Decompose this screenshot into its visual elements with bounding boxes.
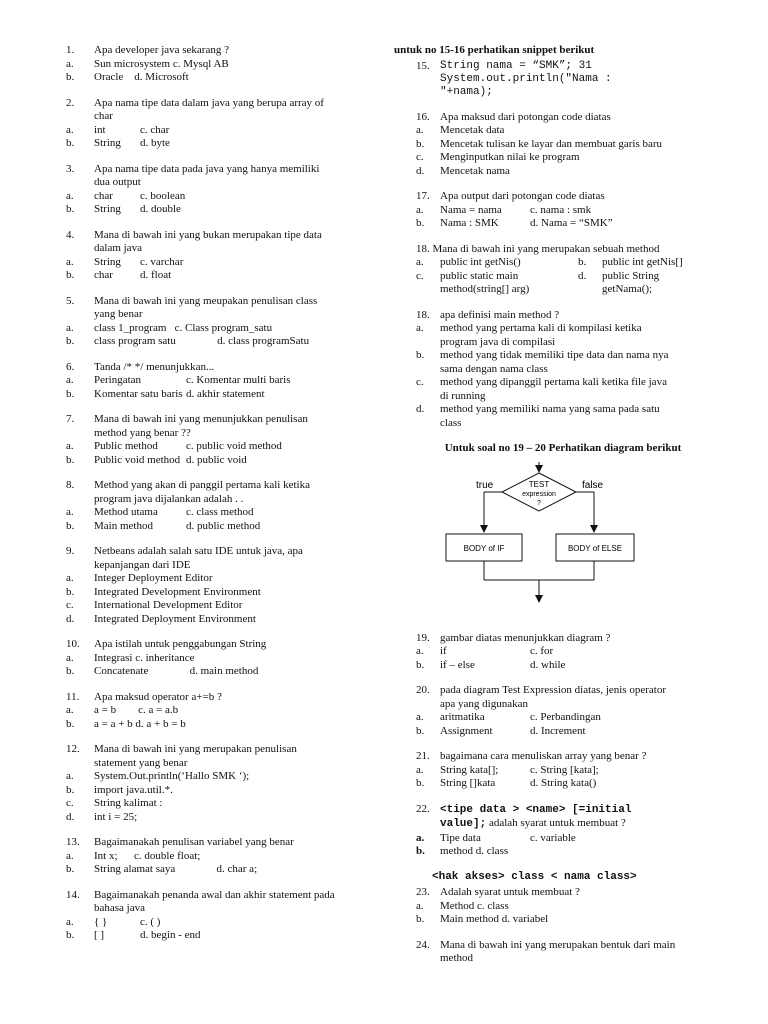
question-number: 23.: [416, 886, 430, 898]
option-text: Integrated Development Environment: [94, 585, 261, 598]
option: a. Mencetak data: [416, 124, 505, 136]
option-text: Public method: [94, 440, 158, 452]
option: [398, 363, 728, 377]
question-text-line: Bagaimanakah penulisan variabel yang benar: [94, 836, 294, 848]
option: [66, 256, 376, 270]
option-text: { }: [94, 915, 108, 928]
option-letter: a.: [66, 849, 74, 862]
question-number: 22.: [416, 802, 430, 815]
option-text: String alamat saya d. char a;: [94, 863, 258, 875]
option-letter: a.: [66, 255, 74, 268]
option: [66, 599, 376, 613]
option: b. Nama : SMK d. Nama = “SMK”: [416, 217, 613, 229]
option-text: Method utama: [94, 506, 158, 518]
option: [66, 929, 376, 943]
option-letter: a.: [66, 651, 74, 664]
right-column: [394, 44, 728, 978]
question-text: 18. Mana di bawah ini yang merupakan sebuah method: [416, 242, 660, 255]
question-text: method: [440, 952, 473, 964]
option-letter: a.: [416, 645, 424, 657]
question-number: 20.: [416, 684, 430, 696]
option: a. Method c. class: [416, 899, 509, 912]
option-text: method yang tidak memiliki tipe data dan nama nya: [440, 349, 669, 361]
question-number: 24.: [416, 938, 430, 951]
question-text-line: pada diagram Test Expression diatas, jenis operator: [440, 684, 666, 696]
question-text-line: method yang benar ??: [94, 426, 191, 439]
question-text-line: Mana di bawah ini yang menunjukkan penulisan: [94, 413, 308, 425]
option: [398, 403, 728, 417]
question-15: [398, 60, 728, 99]
code-snippet: [398, 60, 728, 99]
option: b. Mencetak tulisan ke layar dan membuat garis baru: [416, 137, 663, 150]
question-text: [66, 493, 376, 507]
diamond-line: expression: [522, 490, 556, 498]
question-text-line: Mana di bawah ini yang bukan merupakan tipe data: [94, 228, 322, 241]
option-text: Peringatan: [94, 374, 142, 386]
question-text: [66, 479, 376, 493]
question-text-line: Apa maksud operator a+=b ?: [94, 690, 222, 703]
question-text: Adalah syarat untuk membuat ?: [440, 886, 580, 898]
option: [66, 811, 376, 825]
question-text-line: Tanda /* */ menunjukkan...: [94, 360, 215, 373]
question-text: [66, 242, 376, 256]
question-text: [66, 308, 376, 322]
question-number: 4.: [66, 228, 75, 241]
option: [66, 586, 376, 600]
option: [398, 390, 728, 404]
question-number: 16.: [416, 110, 430, 123]
option-text: if – else: [440, 658, 475, 671]
option: c. Menginputkan nilai ke program: [416, 151, 580, 163]
question-text: [398, 684, 728, 698]
question-number: 14.: [66, 888, 80, 901]
question-text: Apa output dari potongan code diatas: [440, 190, 605, 202]
question-text-line: Apa istilah untuk penggabungan String: [94, 638, 267, 650]
option-text: c. char: [140, 123, 170, 136]
question-text: Mana di bawah ini yang merupakan bentuk dari main: [440, 938, 676, 951]
question-11: [66, 691, 376, 732]
option-text: d. byte: [140, 137, 170, 149]
option-letter: c.: [416, 376, 424, 388]
question-text: adalah syarat untuk membuat ?: [486, 817, 626, 829]
question-text-line: Apa nama tipe data dalam java yang berupa array of: [94, 96, 324, 109]
option: [66, 454, 376, 468]
option: [398, 376, 728, 390]
question-text: [66, 889, 376, 903]
option-letter: b.: [66, 783, 75, 796]
question-text: [66, 229, 376, 243]
snippet-heading: untuk no 15-16 perhatikan snippet berikut: [394, 44, 595, 56]
option: [66, 124, 376, 138]
option-text: Komentar satu baris: [94, 387, 183, 400]
option: [398, 322, 728, 336]
question-number: 5.: [66, 294, 75, 307]
option-text: c. boolean: [140, 189, 186, 202]
option-text: char: [94, 189, 113, 202]
option: [66, 770, 376, 784]
question-text-line: bagaimana cara menuliskan array yang benar ?: [440, 750, 647, 762]
option-letter: c.: [66, 599, 74, 611]
option-letter: b.: [66, 519, 75, 532]
option-text: if: [440, 645, 447, 657]
question-number: 1.: [66, 44, 75, 56]
option-letter: a.: [66, 321, 74, 334]
option-letter: b.: [66, 269, 75, 281]
question-text-line: Bagaimanakah penanda awal dan akhir statement pada: [94, 888, 335, 901]
question-text: [66, 427, 376, 441]
option: [66, 335, 376, 349]
question-text: [66, 295, 376, 309]
option-text: Integrasi c. inheritance: [94, 651, 195, 664]
option-text: [ ]: [94, 929, 105, 941]
option-text: method yang dipanggil pertama kali ketika file java: [440, 376, 667, 388]
question-number: 2.: [66, 96, 75, 109]
option-text: c. varchar: [140, 255, 184, 268]
option-text: program java di compilasi: [440, 335, 556, 348]
option-text: d. Increment: [530, 724, 586, 737]
option: [66, 203, 376, 217]
option-text: d. akhir statement: [186, 387, 265, 400]
option: b. Main method d. variabel: [416, 913, 549, 925]
question-5: [66, 295, 376, 349]
option: [66, 784, 376, 798]
option: [398, 336, 728, 350]
question-text-line: program java dijalankan adalah . .: [94, 492, 244, 505]
option-text: d. begin - end: [140, 929, 201, 941]
option: [66, 704, 376, 718]
option: [66, 652, 376, 666]
option-text: a = b c. a = a.b: [94, 704, 179, 716]
option-letter: a.: [66, 57, 74, 70]
question-1: [66, 44, 376, 85]
question-20: [398, 684, 728, 738]
option: [398, 725, 728, 739]
option-text: c. for: [530, 645, 554, 657]
question-text: [66, 176, 376, 190]
option: [398, 645, 728, 659]
option: [66, 322, 376, 336]
option-text: c. ( ): [140, 915, 161, 928]
option: [66, 916, 376, 930]
option: [66, 718, 376, 732]
option-text: System.Out.println(‘Hallo SMK ‘);: [94, 770, 250, 782]
option-letter: b.: [416, 777, 425, 789]
question-text: [66, 361, 376, 375]
question-text-line: Mana di bawah ini yang merupakan penulisan: [94, 743, 297, 755]
diamond-line: TEST: [528, 479, 550, 489]
question-text: [66, 110, 376, 124]
question-13: [66, 836, 376, 877]
question-14: [66, 889, 376, 943]
class-syntax-line: <hak akses> class < nama class>: [432, 870, 637, 883]
option-letter: b.: [66, 387, 75, 400]
question-12: [66, 743, 376, 824]
question-text-line: char: [94, 110, 113, 122]
option-text: String kalimat :: [94, 797, 163, 809]
option: [66, 58, 376, 72]
option-text: Assignment: [440, 724, 493, 737]
option-letter: b.: [416, 724, 425, 737]
question-9: [66, 545, 376, 626]
option-text: d. while: [530, 658, 566, 671]
option: a. Tipe data c. variable: [416, 831, 576, 844]
question-16: [398, 111, 728, 179]
option-text: Concatenate d. main method: [94, 665, 259, 677]
option: [398, 711, 728, 725]
option-letter: a.: [66, 440, 74, 452]
option-text: Public void method: [94, 453, 181, 466]
option-letter: c.: [66, 797, 74, 809]
option-text: Int x; c. double float;: [94, 849, 201, 862]
true-label: true: [476, 479, 494, 491]
option-text: d. public void: [186, 453, 247, 466]
question-text-line: yang benar: [94, 308, 143, 320]
else-body-label: BODY of ELSE: [567, 543, 623, 553]
option-letter: b.: [66, 203, 75, 215]
option-letter: d.: [66, 612, 75, 625]
question-4: [66, 229, 376, 283]
option-letter: b.: [66, 585, 75, 598]
option-letter: a.: [66, 572, 74, 584]
option-text: di running: [440, 389, 486, 402]
code-text: value];: [440, 818, 487, 830]
option-letter: b.: [66, 137, 75, 149]
question-text: [66, 97, 376, 111]
question-text-line: dua output: [94, 176, 141, 188]
option-letter: b.: [66, 929, 75, 941]
question-text-line: Apa developer java sekarang ?: [94, 44, 229, 56]
option-row: method(string[] arg) getNama();: [440, 283, 653, 295]
option-letter: a.: [66, 189, 74, 202]
option: [66, 440, 376, 454]
option-text: Main method: [94, 519, 153, 532]
option-text: String kata[];: [440, 763, 499, 776]
diamond-line: ?: [537, 499, 541, 507]
question-text: [66, 638, 376, 652]
question-number: 7.: [66, 413, 75, 425]
option-text: c. class method: [186, 506, 254, 518]
option-letter: a.: [66, 915, 74, 928]
question-text-line: kepanjangan dari IDE: [94, 558, 191, 571]
option-letter: a.: [416, 711, 424, 723]
option: [66, 797, 376, 811]
question-text: [66, 163, 376, 177]
option-text: String []kata: [440, 777, 496, 789]
option-text: char: [94, 269, 113, 281]
option: [66, 520, 376, 534]
option-text: International Development Editor: [94, 599, 243, 611]
question-text: [66, 44, 376, 58]
question-number: 17.: [416, 190, 430, 202]
option: [398, 659, 728, 673]
option: [66, 850, 376, 864]
question-3: [66, 163, 376, 217]
option-text: d. double: [140, 203, 181, 215]
option-letter: a.: [416, 322, 424, 334]
question-number: 11.: [66, 690, 80, 703]
option-letter: a.: [416, 763, 424, 776]
option-text: String: [94, 137, 121, 149]
option-row: c. public static main d. public String: [416, 269, 660, 282]
option: [66, 269, 376, 283]
option-text: class program satu d. class programSatu: [94, 335, 310, 347]
question-text: [66, 743, 376, 757]
question-text: [66, 757, 376, 771]
option-letter: a.: [66, 770, 74, 782]
option-text: class 1_program c. Class program_satu: [94, 321, 273, 334]
question-24: [398, 939, 728, 966]
option-letter: b.: [416, 658, 425, 671]
option-text: int i = 25;: [94, 810, 138, 823]
option-text: import java.util.*.: [94, 783, 173, 796]
option-letter: a.: [66, 704, 74, 716]
question-text: [398, 632, 728, 646]
option-text: c. Perbandingan: [530, 711, 601, 723]
question-text-line: Netbeans adalah salah satu IDE untuk java, apa: [94, 545, 303, 557]
option-letter: d.: [66, 810, 75, 823]
option: [66, 506, 376, 520]
option: [66, 863, 376, 877]
option: [398, 349, 728, 363]
option-text: Integrated Deployment Environment: [94, 612, 256, 625]
option: a. Nama = nama c. nama : smk: [416, 203, 592, 216]
option-text: c. Komentar multi baris: [186, 374, 291, 386]
question-text-line: Mana di bawah ini yang meupakan penulisan class: [94, 294, 318, 307]
question-2: [66, 97, 376, 151]
option: [66, 190, 376, 204]
option-text: c. public void method: [186, 440, 282, 452]
option-letter: b.: [66, 335, 75, 347]
left-column: [66, 44, 376, 955]
option-text: d. String kata(): [530, 777, 597, 789]
option-text: Oracle d. Microsoft: [94, 71, 189, 83]
question-text: Apa maksud dari potongan code diatas: [440, 110, 611, 123]
option-text: method yang memiliki nama yang sama pada satu: [440, 403, 660, 415]
question-text: [66, 902, 376, 916]
question-text: [66, 836, 376, 850]
question-number: 13.: [66, 836, 80, 848]
option-letter: b.: [66, 71, 75, 83]
option: [398, 764, 728, 778]
code-line: String nama = “SMK”; 31: [440, 59, 592, 72]
option: d. Mencetak nama: [416, 164, 510, 177]
option-text: String: [94, 203, 121, 215]
option-text: int: [94, 123, 106, 136]
question-text-line: Apa nama tipe data pada java yang hanya memiliki: [94, 162, 320, 175]
question-number: 21.: [416, 750, 430, 762]
question-number: 19.: [416, 631, 430, 644]
question-22: [398, 803, 728, 859]
code-line: "+nama);: [440, 85, 493, 98]
question-6: [66, 361, 376, 402]
option: [398, 417, 728, 431]
question-number: 8.: [66, 479, 75, 491]
question-number: 12.: [66, 743, 80, 755]
option-letter: a.: [66, 506, 74, 518]
option-text: d. public method: [186, 519, 261, 532]
code-line: System.out.println("Nama :: [440, 72, 612, 85]
option-text: class: [440, 416, 462, 429]
question-text-line: apa yang digunakan: [440, 697, 528, 710]
question-text-line: gambar diatas menunjukkan diagram ?: [440, 631, 611, 644]
question-10: [66, 638, 376, 679]
question-number: 6.: [66, 360, 75, 373]
code-text: <tipe data > <name> [=initial: [440, 803, 632, 816]
diagram-heading: Untuk soal no 19 – 20 Perhatikan diagram berikut: [444, 442, 682, 454]
question-text: [398, 750, 728, 764]
option-letter: a.: [66, 123, 74, 136]
option-letter: d.: [416, 403, 425, 415]
question-text: [66, 691, 376, 705]
question-text-line: apa definisi main method ?: [440, 308, 560, 321]
question-7: [66, 413, 376, 467]
option: [66, 665, 376, 679]
option-letter: b.: [66, 453, 75, 466]
option: [66, 137, 376, 151]
question-text-line: dalam java: [94, 242, 142, 254]
question-text-line: statement yang benar: [94, 756, 188, 769]
option-text: aritmatika: [440, 711, 485, 723]
question-text-line: Method yang akan di panggil pertama kali ketika: [94, 479, 310, 491]
question-number: 15.: [416, 59, 430, 72]
false-label: false: [582, 479, 604, 491]
option: [66, 613, 376, 627]
option-letter: b.: [416, 349, 425, 361]
option-letter: b.: [66, 665, 75, 677]
question-text: [66, 413, 376, 427]
option: [66, 374, 376, 388]
question-text: [66, 559, 376, 573]
option-letter: b.: [66, 863, 75, 875]
option-text: Sun microsystem c. Mysql AB: [94, 57, 229, 70]
question-8: [66, 479, 376, 533]
question-18-definition: [398, 309, 728, 431]
question-number: 10.: [66, 638, 80, 650]
question-21: [398, 750, 728, 791]
question-text: [398, 309, 728, 323]
option-text: sama dengan nama class: [440, 362, 548, 375]
option-text: Integer Deployment Editor: [94, 572, 213, 584]
question-text: [66, 545, 376, 559]
option-letter: b.: [66, 717, 75, 730]
option: [398, 777, 728, 791]
option: b. method d. class: [416, 845, 509, 857]
if-body-label: BODY of IF: [463, 543, 505, 553]
question-number: 3.: [66, 162, 75, 175]
question-19: [398, 632, 728, 673]
option-text: c. String [kata];: [530, 763, 599, 776]
option-text: d. float: [140, 269, 172, 281]
option-text: a = a + b d. a + b = b: [94, 717, 186, 730]
if-else-diagram: [398, 462, 728, 632]
option: [66, 572, 376, 586]
option-text: method yang pertama kali di kompilasi ketika: [440, 322, 642, 334]
question-23: [398, 886, 728, 927]
option-text: String: [94, 255, 121, 268]
question-text-line: bahasa java: [94, 902, 145, 914]
option-row: a. public int getNis() b. public int getNis[]: [416, 256, 683, 268]
option: [66, 388, 376, 402]
question-17: [398, 190, 728, 231]
question-18-method: [398, 243, 728, 297]
question-number: 9.: [66, 545, 75, 557]
option-letter: a.: [66, 374, 74, 386]
option: [66, 71, 376, 85]
question-text: [398, 698, 728, 712]
question-number: 18.: [416, 308, 430, 321]
